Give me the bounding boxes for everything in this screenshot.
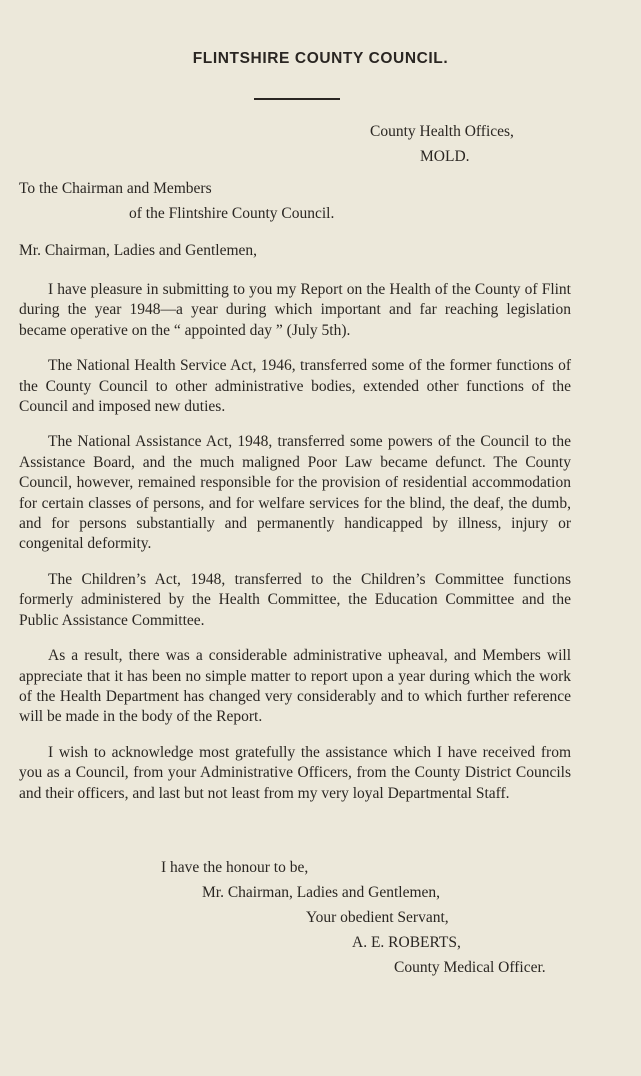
paragraph: The National Health Service Act, 1946, transferred some of the former functions of the County Council to other administrative bodies, extended other functions of the Council and imposed new duties. [19,357,571,416]
address-line-1: County Health Offices, [370,123,514,140]
signature-name: A. E. ROBERTS, [352,934,461,951]
paragraph: I wish to acknowledge most gratefully the assistance which I have received from you as a Council, from your Administrative Officers, from the County District Councils and their officers, and last but not least from my very loyal Departmental Staff. [19,743,571,802]
closing-block [0,855,641,980]
closing-line-2: Mr. Chairman, Ladies and Gentlemen, [202,884,441,901]
heading-divider [254,98,340,100]
council-heading: FLINTSHIRE COUNTY COUNCIL. [192,50,449,67]
paragraph: As a result, there was a considerable administrative upheaval, and Members will appreciate that it has been no simple matter to report upon a year during which the work of the Health Department has changed very considerably and to which further reference will be made in the body of the Report. [19,647,571,726]
paragraph: The National Assistance Act, 1948, transferred some powers of the Council to the Assistance Board, and the much maligned Poor Law became defunct. The County Council, however, remained responsible for the provision of residential accommodation for certain classes of persons, and for welfare services for the blind, the deaf, the dumb, and for persons substantially and permanently handicapped by illness, injury or congenital deformity. [19,433,571,553]
paragraph: The Children’s Act, 1948, transferred to the Children’s Committee functions formerly administered by the Health Committee, the Education Committee and the Public Assistance Committee. [19,570,571,629]
paragraph: I have pleasure in submitting to you my Report on the Health of the County of Flint during the year 1948—a year during which important and far reaching legislation became operative on the “ appointed day ” (July 5th). [19,281,571,339]
sender-address [370,119,514,169]
salutation: Mr. Chairman, Ladies and Gentlemen, [19,242,258,259]
closing-line-1: I have the honour to be, [161,859,309,876]
recipient-line-2: of the Flintshire County Council. [129,205,335,222]
address-line-2: MOLD. [420,148,470,165]
closing-line-3: Your obedient Servant, [306,909,449,926]
recipient-line-1: To the Chairman and Members [19,180,212,197]
letter-body [19,280,571,819]
signature-role: County Medical Officer. [394,959,546,976]
recipient-block [19,176,334,226]
